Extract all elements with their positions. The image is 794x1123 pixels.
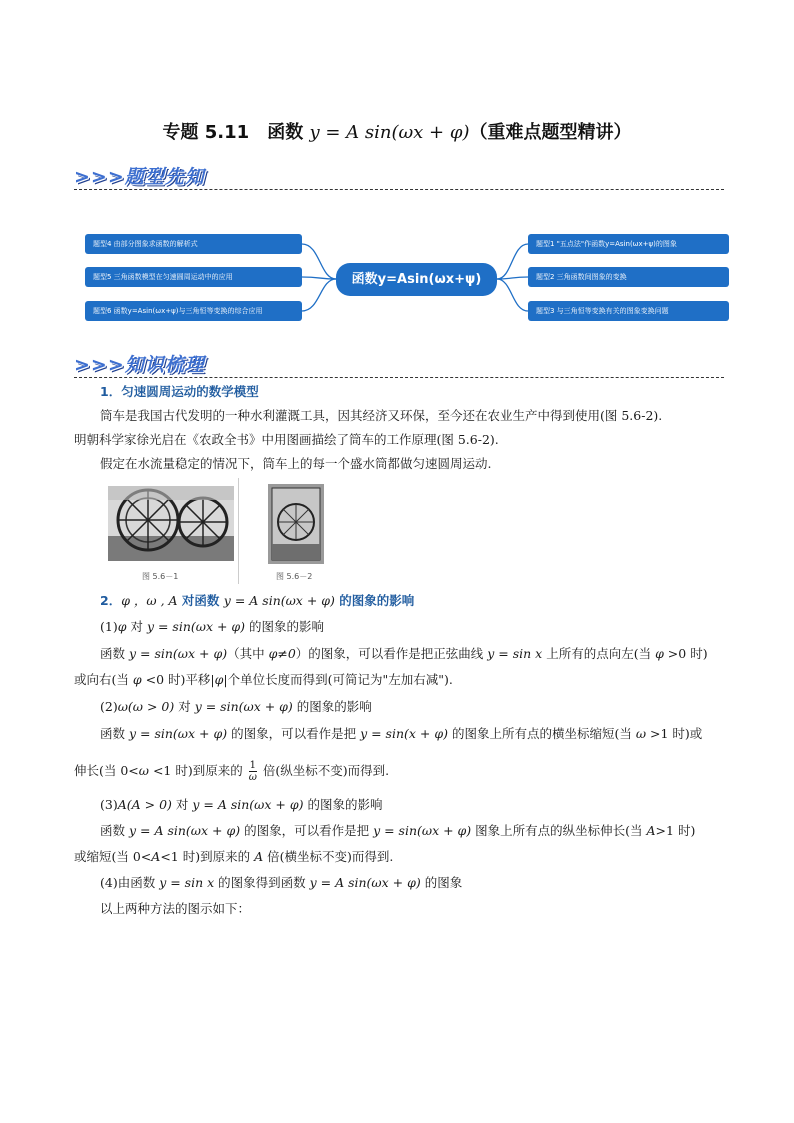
mindmap-node-type1: 题型1 "五点法"作函数y=Asin(ωx+ψ)的图象 xyxy=(528,234,729,254)
paragraph: 函数 y = A sin(ωx + φ) 的图象，可以看作是把 y = sin(ωx + φ) 图象上所有点的纵坐标伸长(当 A>1 时) xyxy=(100,823,696,838)
heading-2: 2．φ ，ω , A 对函数 y = A sin(ωx + φ) 的图象的影响 xyxy=(100,593,415,608)
mindmap-node-type5: 题型5 三角函数模型在匀速圆周运动中的应用 xyxy=(85,267,302,287)
paragraph: 假定在水流量稳定的情况下，筒车上的每一个盛水筒都做匀速圆周运动. xyxy=(100,456,492,471)
paragraph: 明朝科学家徐光启在《农政全书》中用图画描绘了筒车的工作原理(图 5.6-2). xyxy=(74,432,499,447)
subheading-phi: (1)φ 对 y = sin(ωx + φ) 的图象的影响 xyxy=(100,619,325,634)
paragraph: 或缩短(当 0<A<1 时)到原来的 A 倍(横坐标不变)而得到. xyxy=(74,849,394,864)
paragraph: 筒车是我国古代发明的一种水利灌溉工具，因其经济又环保，至今还在农业生产中得到使用(图 5.6-2). xyxy=(100,408,663,423)
mindmap-center: 函数y=Asin(ωx+ψ) xyxy=(336,263,497,296)
section-header-knowledge xyxy=(74,352,724,378)
mindmap-node-type3: 题型3 与三角恒等变换有关的图象变换问题 xyxy=(528,301,729,321)
subheading-omega: (2)ω(ω > 0) 对 y = sin(ωx + φ) 的图象的影响 xyxy=(100,699,372,714)
section-label: >>>题型先知 xyxy=(74,166,205,188)
paragraph: 或向右(当 φ <0 时)平移|φ|个单位长度而得到(可简记为"左加右减"). xyxy=(74,672,453,687)
paragraph: 函数 y = sin(ωx + φ) 的图象，可以看作是把 y = sin(x + φ) 的图象上所有点的横坐标缩短(当 ω >1 时)或 xyxy=(100,726,703,741)
image-divider xyxy=(238,478,239,584)
section-label: >>>知识梳理 xyxy=(74,354,205,376)
heading-1: 1．匀速圆周运动的数学模型 xyxy=(100,384,259,399)
mindmap-node-type2: 题型2 三角函数间图象的变换 xyxy=(528,267,729,287)
paragraph: 伸长(当 0<ω <1 时)到原来的 $\frac{1}{\omega}$ 倍(纵坐标不变)而得到. xyxy=(74,760,390,783)
paragraph: 函数 y = sin(ωx + φ)（其中 φ≠0）的图象，可以看作是把正弦曲线 y = sin x 上所有的点向左(当 φ >0 时) xyxy=(100,646,708,661)
title-prefix: 专题 5.11 函数 xyxy=(162,122,310,143)
figure-caption-1: 图 5.6－1 xyxy=(142,572,179,581)
title-formula: y = A sin(ωx + φ) xyxy=(309,122,470,143)
title-suffix: （重难点题型精讲） xyxy=(469,122,632,143)
waterwheel-drawing xyxy=(268,484,324,564)
subheading-A: (3)A(A > 0) 对 y = A sin(ωx + φ) 的图象的影响 xyxy=(100,797,383,812)
paragraph: 以上两种方法的图示如下： xyxy=(100,901,251,916)
dashed-divider xyxy=(74,377,724,378)
subheading-transform: (4)由函数 y = sin x 的图象得到函数 y = A sin(ωx + φ) 的图象 xyxy=(100,875,463,890)
mindmap-node-type4: 题型4 由部分图象求函数的解析式 xyxy=(85,234,302,254)
mindmap-node-type6: 题型6 函数y=Asin(ωx+ψ)与三角恒等变换的综合应用 xyxy=(85,301,302,321)
figure-caption-2: 图 5.6－2 xyxy=(276,572,313,581)
waterwheel-photo xyxy=(108,486,234,561)
